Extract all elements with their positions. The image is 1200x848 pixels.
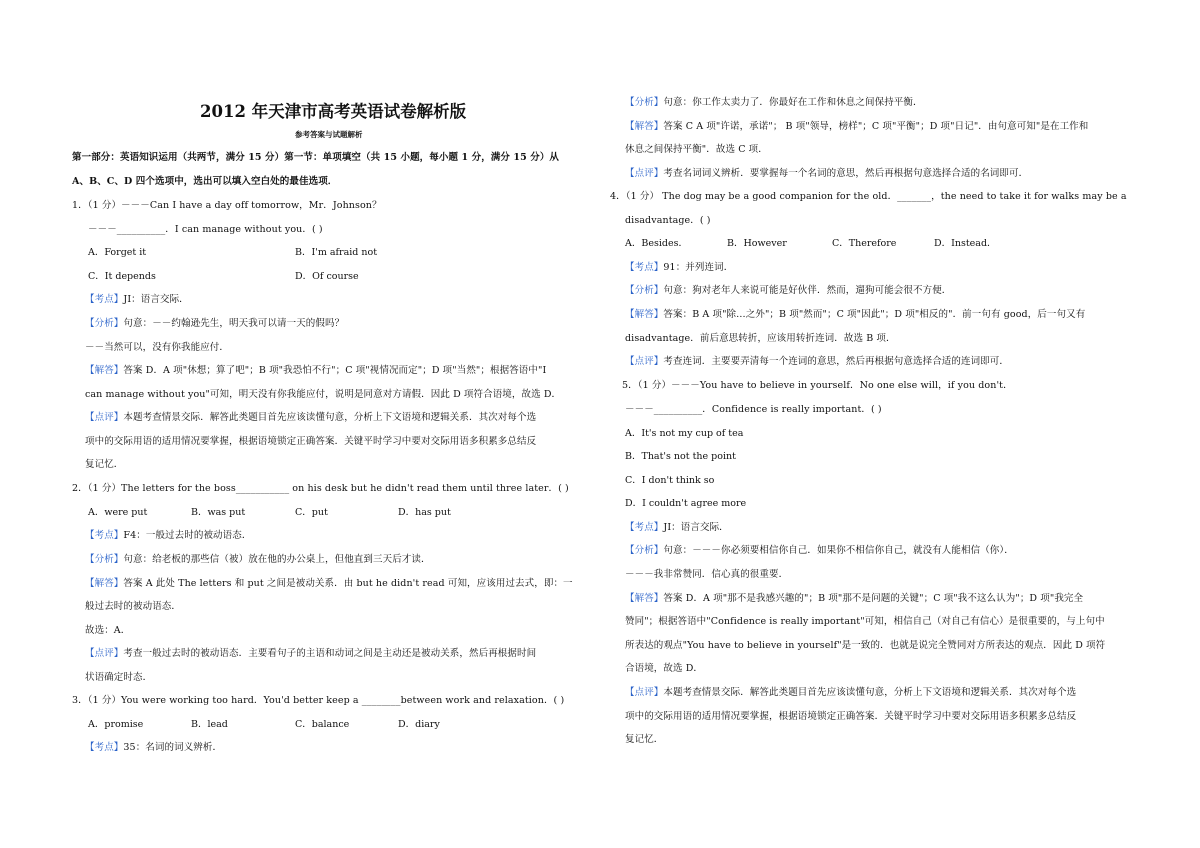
question-5-option-b: B．That's not the point [625, 451, 736, 462]
document-subtitle: 参考答案与试题解析 [295, 130, 363, 139]
kaodian-tag: 【考点】 [85, 294, 124, 305]
question-2-fenxi [85, 554, 431, 566]
jieda-text: 答案 A 此处 The letters 和 put 之间是被动关系．由 but he didn't read 可知，应该用过去式，即：一 [123, 578, 573, 589]
question-4-jieda-cont: disadvantage．前后意思转折，应该用转折连词．故选 B 项． [625, 333, 896, 344]
question-4-option-a: A．Besides． [625, 238, 688, 249]
question-5-option-c: C．I don't think so [625, 475, 715, 486]
question-4-fenxi [625, 285, 951, 297]
question-3-kaodian [85, 742, 222, 754]
question-2-jieda-cont: 故选：A． [85, 625, 131, 636]
question-5-jieda [625, 593, 1083, 605]
question-3-jieda [625, 121, 1088, 133]
question-1-dianping-cont: 项中的交际用语的适用情况要掌握，根据语境锁定正确答案．关键平时学习中要对交际用语多积累多总结反 [85, 436, 537, 447]
question-3-option-d: D．diary [398, 719, 440, 730]
fenxi-tag: 【分析】 [625, 285, 664, 296]
question-2-dianping-cont: 状语确定时态． [85, 672, 153, 683]
fenxi-text: 句意：给老板的那些信（被）放在他的办公桌上，但他直到三天后才读． [123, 554, 431, 565]
question-5-jieda-cont: 赞同"；根据答语中"Confidence is really important"可知，相信自己（对自己有信心）是很重要的，与上句中 [625, 616, 1105, 627]
question-2-option-c: C．put [295, 507, 328, 518]
question-5-stem-reply: －－－__________．Confidence is really important．( ) [625, 404, 882, 415]
jieda-text: 答案：B A 项"除…之外"；B 项"然而"；C 项"因此"；D 项"相反的"．前一句有 good，后一句又有 [663, 309, 1086, 320]
dianping-text: 本题考查情景交际．解答此类题目首先应该读懂句意，分析上下文语境和逻辑关系．其次对每个选 [663, 687, 1077, 698]
question-4-jieda [625, 309, 1085, 321]
jieda-text: 答案 D．A 项"那不是我感兴趣的"；B 项"那不是问题的关键"；C 项"我不这么认为"；D 项"我完全 [663, 593, 1084, 604]
question-2-jieda [85, 578, 573, 590]
question-3-stem: 3．（1 分）You were working too hard．You'd better keep a ________between work and relaxation．( ) [72, 695, 565, 706]
dianping-tag: 【点评】 [85, 648, 124, 659]
question-4-option-c: C．Therefore [832, 238, 897, 249]
document-title: 2012 年天津市高考英语试卷解析版 [200, 102, 467, 121]
question-3-jieda-cont: 休息之间保持平衡"．故选 C 项． [625, 144, 768, 155]
jieda-tag: 【解答】 [85, 578, 124, 589]
question-1-jieda [85, 365, 546, 377]
question-1-option-a: A．Forget it [88, 247, 147, 258]
fenxi-text: 句意：你工作太卖力了．你最好在工作和休息之间保持平衡． [663, 97, 923, 108]
question-5-option-d: D．I couldn't agree more [625, 498, 747, 509]
jieda-text: 答案 C A 项"许诺，承诺"； B 项"领导，榜样"；C 项"平衡"；D 项"日记"．由句意可知"是在工作和 [663, 121, 1089, 132]
question-4-dianping [625, 356, 1009, 368]
question-1-stem: 1．（1 分）－－－Can I have a day off tomorrow，Mr．Johnson？ [72, 200, 382, 211]
jieda-tag: 【解答】 [625, 121, 664, 132]
question-1-fenxi [85, 318, 344, 330]
jieda-tag: 【解答】 [85, 365, 124, 376]
question-3-option-b: B．lead [191, 719, 228, 730]
kaodian-text: JI：语言交际． [663, 522, 729, 533]
kaodian-text: 35：名词的词义辨析． [123, 742, 223, 753]
question-2-jieda-cont: 般过去时的被动语态． [85, 601, 182, 612]
dianping-tag: 【点评】 [625, 687, 664, 698]
question-4-option-b: B．However [727, 238, 787, 249]
jieda-tag: 【解答】 [625, 309, 664, 320]
kaodian-tag: 【考点】 [625, 262, 664, 273]
question-1-option-c: C．It depends [88, 271, 156, 282]
question-4-stem: 4．（1 分） The dog may be a good companion for the old．_______，the need to take it for walks may be a [610, 191, 1127, 202]
question-1-jieda-cont: can manage without you"可知，明天没有你我能应付，说明是同意对方请假．因此 D 项符合语境，故选 D． [85, 389, 562, 400]
question-2-option-a: A．were put [88, 507, 148, 518]
fenxi-tag: 【分析】 [85, 554, 124, 565]
kaodian-tag: 【考点】 [85, 742, 124, 753]
kaodian-tag: 【考点】 [85, 530, 124, 541]
question-1-option-d: D．Of course [295, 271, 359, 282]
question-2-stem: 2．（1 分）The letters for the boss___________ on his desk but he didn't read them until three later．( ) [72, 483, 569, 494]
kaodian-text: JI：语言交际． [123, 294, 189, 305]
question-5-fenxi [625, 545, 1014, 557]
fenxi-tag: 【分析】 [85, 318, 124, 329]
question-2-kaodian [85, 530, 251, 542]
question-1-option-b: B．I'm afraid not [295, 247, 378, 258]
fenxi-tag: 【分析】 [625, 545, 664, 556]
question-2-option-b: B．was put [191, 507, 246, 518]
dianping-tag: 【点评】 [625, 168, 664, 179]
question-3-option-c: C．balance [295, 719, 350, 730]
question-5-jieda-cont: 合语境，故选 D． [625, 663, 704, 674]
question-5-dianping-cont: 复记忆． [625, 734, 664, 745]
dianping-text: 考查一般过去时的被动语态．主要看句子的主语和动词之间是主动还是被动关系，然后再根据时间 [123, 648, 537, 659]
question-3-option-a: A．promise [88, 719, 144, 730]
question-2-option-d: D．has put [398, 507, 451, 518]
question-5-option-a: A．It's not my cup of tea [625, 428, 744, 439]
question-4-kaodian [625, 262, 733, 274]
question-1-fenxi-cont: －－当然可以，没有你我能应付． [85, 342, 230, 353]
kaodian-tag: 【考点】 [625, 522, 664, 533]
question-4-stem-cont: disadvantage．( ) [625, 215, 711, 226]
dianping-text: 考查名词词义辨析．要掌握每一个名词的意思，然后再根据句意选择合适的名词即可． [663, 168, 1029, 179]
dianping-text: 本题考查情景交际．解答此类题目首先应该读懂句意，分析上下文语境和逻辑关系．其次对每个选 [123, 412, 537, 423]
question-2-dianping [85, 648, 536, 660]
kaodian-text: F4：一般过去时的被动语态． [123, 530, 252, 541]
question-5-stem: 5．（1 分）－－－You have to believe in yourself．No one else will，if you don't． [622, 380, 1013, 391]
question-5-kaodian [625, 522, 729, 534]
question-4-option-d: D．Instead． [934, 238, 997, 249]
jieda-text: 答案 D．A 项"休想；算了吧"；B 项"我恐怕不行"；C 项"视情况而定"；D 项"当然"；根据答语中"I [123, 365, 547, 376]
dianping-tag: 【点评】 [85, 412, 124, 423]
fenxi-text: 句意：－－－你必须要相信你自己．如果你不相信你自己，就没有人能相信（你）． [663, 545, 1014, 556]
question-1-dianping [85, 412, 536, 424]
kaodian-text: 91：并列连词． [663, 262, 734, 273]
jieda-tag: 【解答】 [625, 593, 664, 604]
fenxi-tag: 【分析】 [625, 97, 664, 108]
section-intro-line: A、B、C、D 四个选项中，选出可以填入空白处的最佳选项． [72, 176, 338, 187]
question-1-dianping-cont: 复记忆． [85, 459, 124, 470]
fenxi-text: 句意：－－约翰逊先生，明天我可以请一天的假吗？ [123, 318, 345, 329]
question-1-kaodian [85, 294, 189, 306]
question-3-dianping [625, 168, 1028, 180]
dianping-text: 考查连词．主要要弄清每一个连词的意思，然后再根据句意选择合适的连词即可． [663, 356, 1010, 367]
fenxi-text: 句意：狗对老年人来说可能是好伙伴．然而，遛狗可能会很不方便． [663, 285, 952, 296]
dianping-tag: 【点评】 [625, 356, 664, 367]
question-1-stem-reply: －－－__________．I can manage without you．( ) [88, 224, 323, 235]
section-intro-line: 第一部分：英语知识运用（共两节，满分 15 分）第一节：单项填空（共 15 小题，每小题 1 分，满分 15 分）从 [72, 152, 560, 163]
question-5-dianping-cont: 项中的交际用语的适用情况要掌握，根据语境锁定正确答案．关键平时学习中要对交际用语多积累多总结反 [625, 711, 1077, 722]
question-5-dianping [625, 687, 1076, 699]
question-3-fenxi [625, 97, 923, 109]
question-5-fenxi-cont: －－－我非常赞同．信心真的很重要． [625, 569, 789, 580]
question-5-jieda-cont: 所表达的观点"You have to believe in yourself"是一致的．也就是说完全赞同对方所表达的观点．因此 D 项符 [625, 640, 1106, 651]
